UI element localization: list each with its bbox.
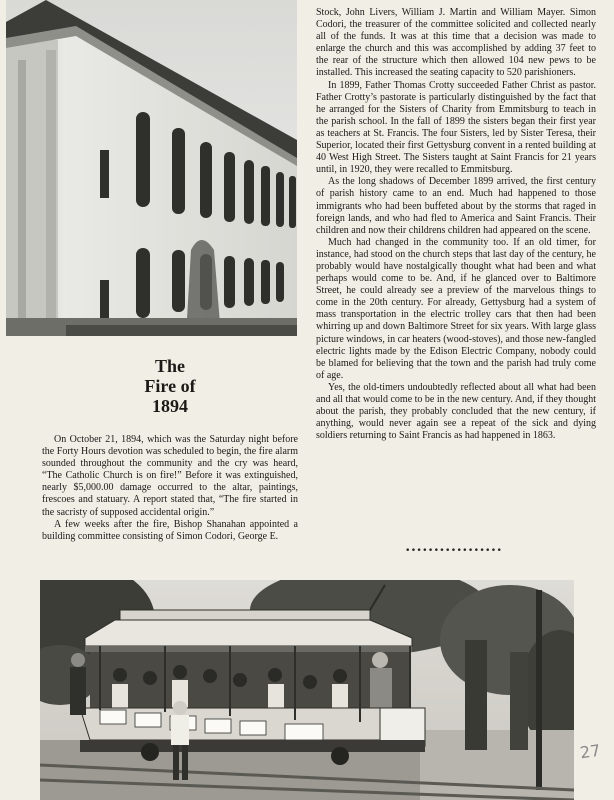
right-paragraph-2: In 1899, Father Thomas Crotty succeeded Father Christ as pastor. Father Crotty’s pastorate is particularly distinguished by the fact that he arranged for the Sisters of Charity from Emmitsburg to teach in the parish school. In the fall of 1899 the sisters began their first year as teachers at St. Francis. The four Sisters, led by Sister Teresa, their Superior, located their first Gettysburg convent in a rented building at 40 West High Street. The Sisters taught at Saint Francis for 21 years until, in 1920, they were recalled to Emmitsburg. [316,79,596,176]
right-column [316,7,596,442]
heading-line-2: Fire of [144,376,196,396]
right-paragraph-5: Yes, the old-timers undoubtedly reflected about all what had been and all that would come to be in the new century. And, if they thought about the parish, they probably concluded that the new century, if anything, would never again see a repeat of the sick and dying soldiers returning to Saint Francis as had happened in 1863. [316,381,596,442]
left-paragraph-1: On October 21, 1894, which was the Saturday night before the Forty Hours devotion was scheduled to begin, the fire alarm sounded throughout the community and the cry was heard, “The Catholic Church is on fire!” Before it was extinguished, nearly $5,000.00 damage occurred to the altar, paintings, frescoes and statuary. A report stated that, “The fire started in the sacristy of supposed accidental origin.” [42,434,298,518]
section-heading [42,356,298,416]
section-separator: ••••••••••••••••• [405,546,503,556]
trolley-car-image [40,580,574,800]
page-number: 27 [578,740,602,763]
heading-line-1: The [154,356,185,376]
right-paragraph-1: Stock, John Livers, William J. Martin and William Mayer. Simon Codori, the treasurer of the committee solicited and collected nearly all of the funds. It was at this time that a decision was made to enlarge the church and this was accomplished by adding 37 feet to the rear of the structure which then allowed 104 new pews to be installed. This increased the seating capacity to 520 parishioners. [316,7,596,79]
right-paragraph-4: Much had changed in the community too. If an old timer, for instance, had stood on the church steps that last day of the century, he probably would have nostalgically thought what had been and what perhaps would come to be. And, if he glanced over to Baltimore Street, he could already see a preview of the marvelous things to come in the 20th century. For already, Gettysburg had a system of mass transportation in the electric trolley cars that then had been whirring up and down Baltimore Street for six years. With large glass picture windows, in car heaters (wood-stoves), and those new-fangled electric lights made by the Edison Electric Company, nobody could be blamed for believing that the town and the parish had truly come of age. [316,236,596,381]
church-building-photo [6,0,297,336]
trolley-car-photo [40,580,574,800]
left-paragraph-2: A few weeks after the fire, Bishop Shanahan appointed a building committee consisting of Simon Codori, George E. [42,518,298,542]
church-building-image [6,0,297,336]
right-paragraph-3: As the long shadows of December 1899 arrived, the first century of parish history came to an end. Much had happened to those immigrants who had been buffeted about by the storms that raged in foreign lands, and who had fled to America and Saint Francis. Their children and now their childrens children had appeared on the scene. [316,176,596,236]
left-column [42,356,298,543]
heading-line-3: 1894 [152,396,188,416]
